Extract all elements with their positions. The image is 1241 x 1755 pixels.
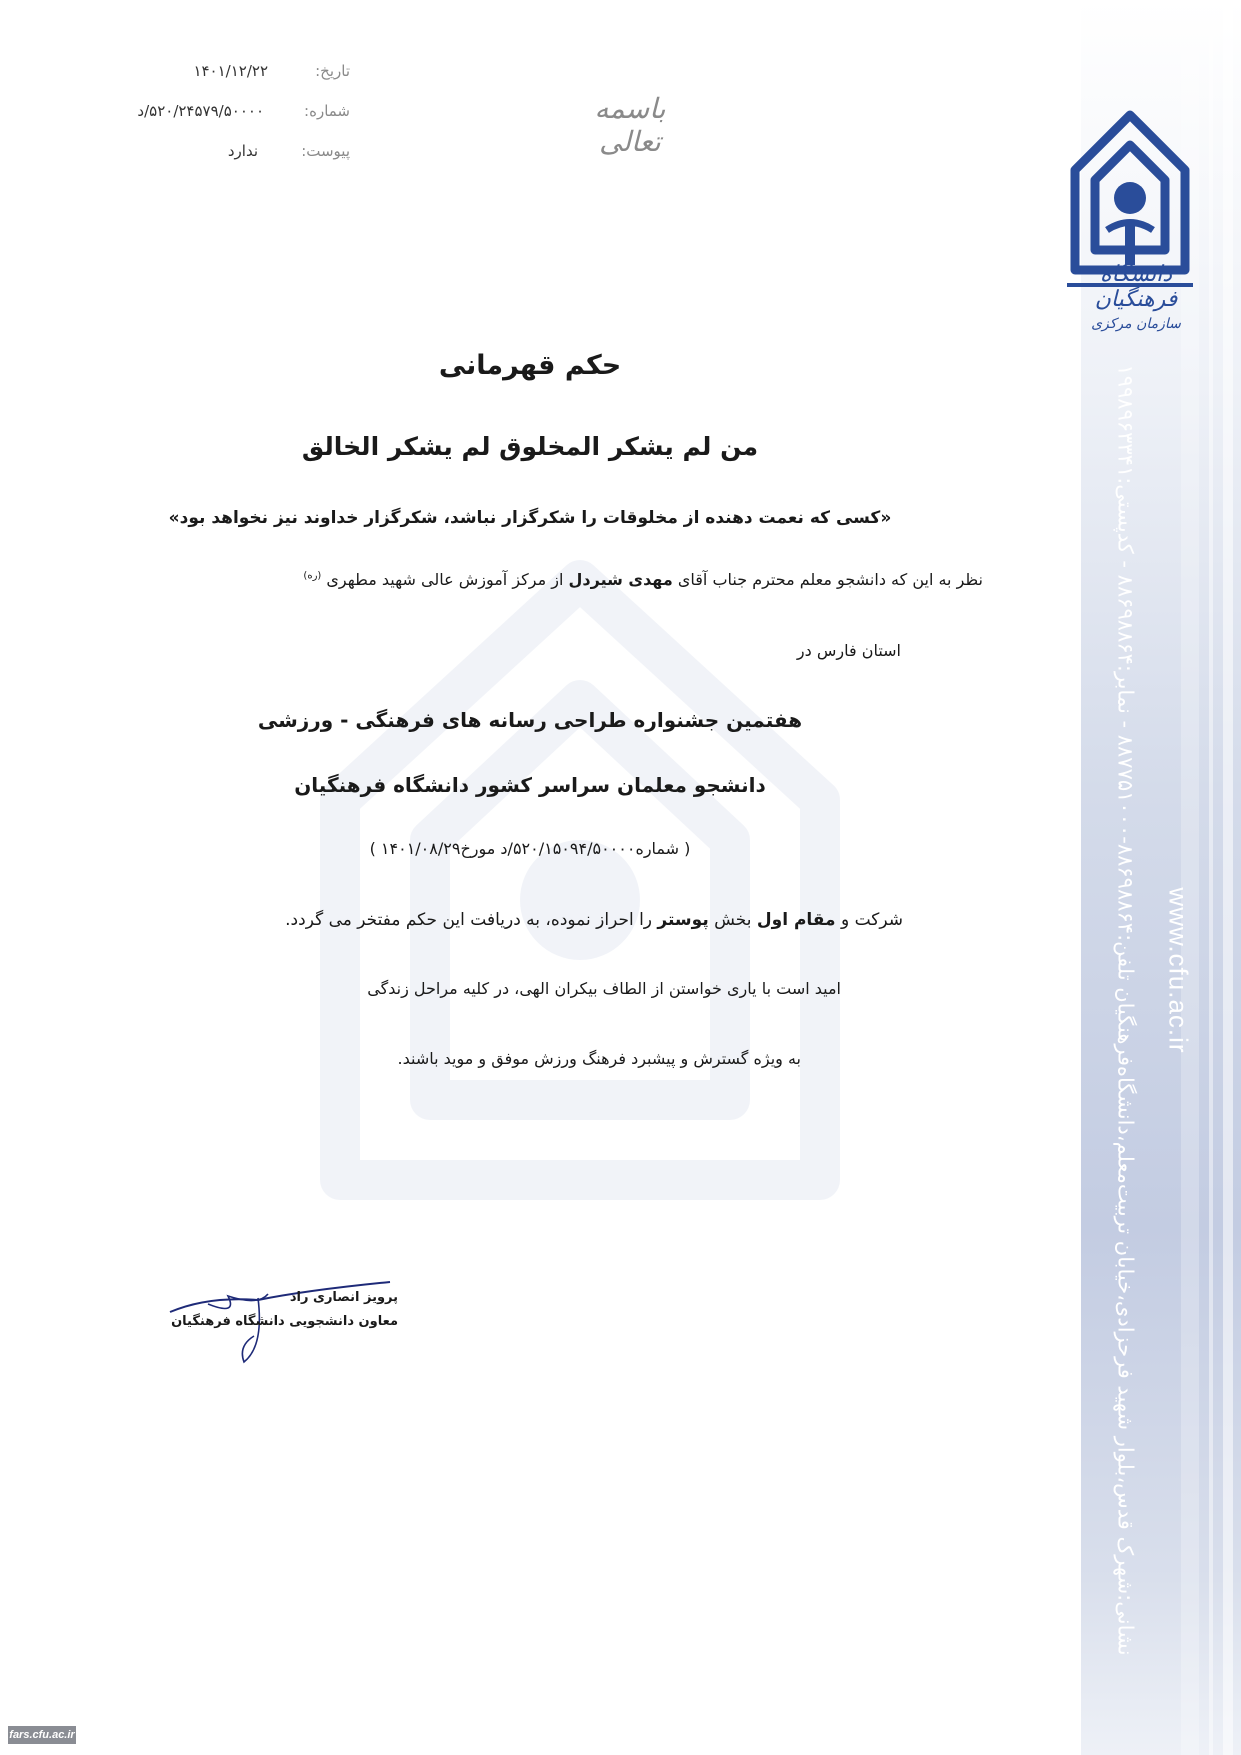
paragraph-wish-1: امید است با یاری خواستن از الطاف بیکران الهی، در کلیه مراحل زندگی: [367, 979, 841, 998]
number-value: ۵۲۰/۲۴۵۷۹/۵۰۰۰۰/د: [137, 102, 264, 120]
paragraph-wish-2: به ویژه گسترش و پیشبرد فرهنگ ورزش موفق و موید باشند.: [397, 1049, 801, 1068]
meta-date-row: [70, 62, 350, 92]
p1-superscript: (ره): [303, 570, 322, 582]
hadith-line: من لم یشکر المخلوق لم یشکر الخالق: [301, 432, 759, 461]
festival-title-line2: دانشجو معلمان سراسر کشور دانشگاه فرهنگیان: [294, 773, 766, 797]
attachment-value: ندارد: [227, 142, 258, 160]
signatory-title: معاون دانشجویی دانشگاه فرهنگیان: [171, 1314, 398, 1329]
p3-text-b: بخش: [708, 910, 757, 930]
certificate-title: حکم قهرمانی: [438, 350, 622, 381]
recipient-name: مهدی شیردل: [568, 570, 673, 589]
award-rank: مقام اول: [756, 910, 836, 930]
letter-meta: [70, 62, 350, 182]
signatory-name: پرویز انصاری راد: [289, 1290, 398, 1305]
logo-name: دانشگاه فرهنگیان: [1094, 262, 1178, 312]
number-label: شماره:: [304, 102, 350, 120]
paragraph-award: [183, 910, 903, 930]
paragraph-recipient: [223, 570, 983, 589]
attachment-label: پیوست:: [301, 142, 350, 160]
signature-block: [168, 1276, 398, 1366]
website-text: www.cfu.ac.ir: [1163, 886, 1194, 1054]
band-stripe: [1223, 0, 1233, 1755]
logo-subtitle: سازمان مرکزی: [1091, 316, 1181, 332]
website-vertical: [1155, 840, 1201, 1100]
p3-text-c: را احراز نموده، به دریافت این حکم مفتخر می گردد.: [285, 910, 658, 930]
address-text: نشانی:شهرک قدس،بلوار شهید فرحزادی،خیابان تربیت‌معلم،دانشگاه‌فرهنگیان تلفن:۸۸۶۹۸۸۶۴-۸۸۷۷۵۱۰۰۰ - نمابر:۸۸۶۹۸۸۶۴ - کدپستی:۱۹۹۸۹۶۳۳۴۱: [1114, 364, 1139, 1656]
paragraph-province: استان فارس در: [796, 641, 901, 660]
date-value: ۱۴۰۱/۱۲/۲۲: [193, 62, 268, 80]
logo-caption: [1061, 262, 1211, 332]
bismillah-heading: باسمه تعالی: [594, 92, 666, 158]
site-badge: fars.cfu.ac.ir: [8, 1726, 76, 1744]
p1-before-text: نظر به این که دانشجو معلم محترم جناب آقای: [672, 570, 983, 589]
p3-text-a: شرکت و: [835, 910, 903, 930]
quote-line: «کسی که نعمت دهنده از مخلوقات را شکرگزار نباشد، شکرگزار خداوند نیز نخواهد بود»: [168, 508, 892, 528]
date-label: تاریخ:: [315, 62, 350, 80]
award-section: پوستر: [657, 910, 709, 930]
festival-title-line1: هفتمین جشنواره طراحی رسانه های فرهنگی - ورزشی: [257, 708, 803, 732]
meta-attachment-row: [70, 142, 350, 172]
reference-number: ( شماره۵۲۰/۱۵۰۹۴/۵۰۰۰۰/د مورخ۱۴۰۱/۰۸/۲۹ ): [369, 839, 691, 858]
p1-after-text: از مرکز آموزش عالی شهید مطهری: [321, 570, 569, 589]
meta-number-row: [70, 102, 350, 132]
address-contact-vertical: [1103, 364, 1149, 1656]
